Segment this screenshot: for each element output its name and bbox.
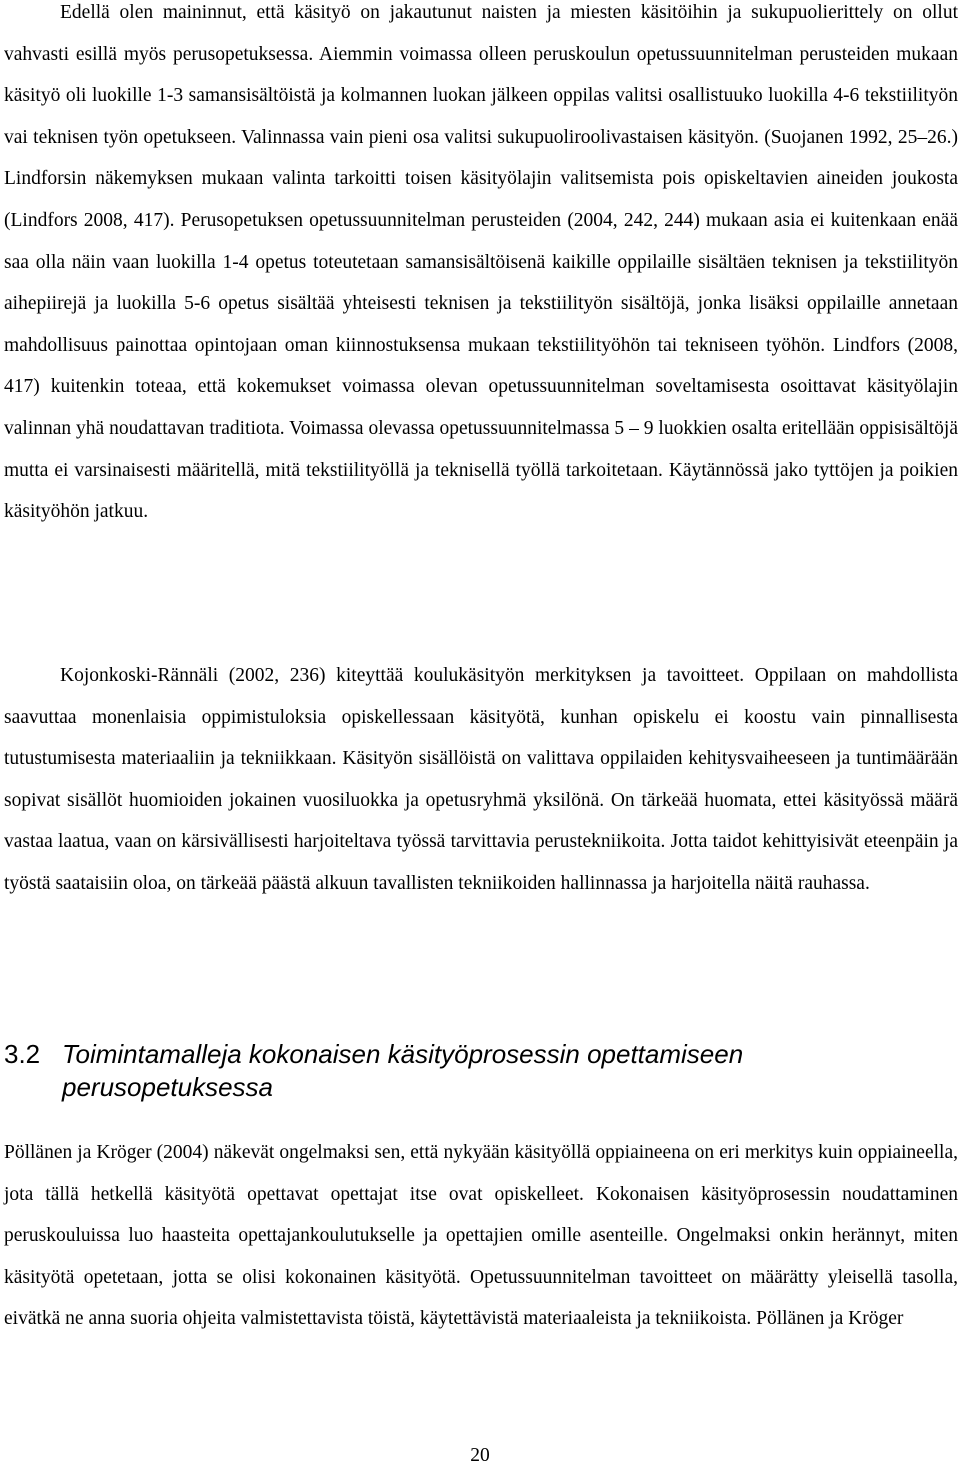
page-number: 20: [470, 1445, 490, 1466]
section-number: 3.2: [4, 1039, 41, 1069]
section-heading: [4, 1038, 904, 1104]
body-paragraph: Pöllänen ja Kröger (2004) näkevät ongelmaksi sen, että nykyään käsityöllä oppiaineena on eri merkitys kuin oppiaineella, jota tällä hetkellä käsityötä opettavat opettajat itse ovat opiskelleet. Kokonaisen käsityöprosessin noudattaminen peruskouluissa luo haasteita opettajankoulutukselle ja opettajien omille asenteille. Ongelmaksi onkin herännyt, miten käsityötä opetetaan, jotta se olisi kokonainen käsityötä. Opetussuunnitelman tavoitteet on määrätty yleisellä tasolla, eivätkä ne anna suoria ohjeita valmistettavista töistä, käytettävistä materiaaleista ja tekniikoista. Pöllänen ja Kröger: [4, 1142, 958, 1330]
body-paragraph: Kojonkoski-Rännäli (2002, 236) kiteyttää koulukäsityön merkityksen ja tavoitteet. Oppilaan on mahdollista saavuttaa monenlaisia oppimistuloksia opiskellessaan käsityötä, kunhan opiskelu ei koostu vain pinnallisesta tutustumisesta materiaaliin ja tekniikkaan. Käsityön sisällöistä on valittava oppilaiden kehitysvaiheeseen ja tuntimäärään sopivat sisällöt huomioiden jokainen vuosiluokka ja opetusryhmä yksilönä. On tärkeää huomata, ettei käsityössä määrä vastaa laatua, vaan on kärsivällisesti harjoiteltava työssä tarvittavia perustekniikoita. Jotta taidot kehittyisivät eteenpäin ja työstä saataisiin oloa, on tärkeää päästä alkuun tavallisten tekniikoiden hallinnassa ja harjoitella näitä rauhassa.: [4, 665, 958, 894]
section-title: Toimintamalleja kokonaisen käsityöprosessin opettamiseen perusopetuksessa: [62, 1039, 744, 1102]
body-paragraph: Edellä olen maininnut, että käsityö on jakautunut naisten ja miesten käsitöihin ja sukupuolierittely on ollut vahvasti esillä myös perusopetuksessa. Aiemmin voimassa olleen peruskoulun opetussuunnitelman perusteiden mukaan käsityö oli luokille 1-3 samansisältöistä ja kolmannen luokan jälkeen oppilas valitsi osallistuuko luokilla 4-6 tekstiilityön vai teknisen työn opetukseen. Valinnassa vain pieni osa valitsi sukupuoliroolivastaisen käsityön. (Suojanen 1992, 25–26.) Lindforsin näkemyksen mukaan valinta tarkoitti toisen käsityölajin valitsemista pois opiskeltavien aineiden joukosta (Lindfors 2008, 417). Perusopetuksen opetussuunnitelman perusteiden (2004, 242, 244) mukaan asia ei kuitenkaan enää saa olla näin vaan luokilla 1-4 opetus toteutetaan samansisältöisenä kaikille oppilaille sisältäen teknisen ja tekstiilityön aihepiirejä ja luokilla 5-6 opetus sisältää yhteisesti teknisen ja tekstiilityön sisältöjä, jonka lisäksi oppilaille annetaan mahdollisuus painottaa opintojaan oman kiinnostuksensa mukaan tekstiilityöhön tai tekniseen työhön. Lindfors (2008, 417) kuitenkin toteaa, että kokemukset voimassa olevan opetussuunnitelman soveltamisesta osoittavat käsityölajin valinnan yhä noudattavan traditiota. Voimassa olevassa opetussuunnitelmassa 5 – 9 luokkien osalta eritellään oppisisältöjä mutta ei varsinaisesti määritellä, mitä tekstiilityöllä ja teknisellä työllä tarkoitetaan. Käytännössä jako tyttöjen ja poikien käsityöhön jatkuu.: [4, 2, 958, 523]
